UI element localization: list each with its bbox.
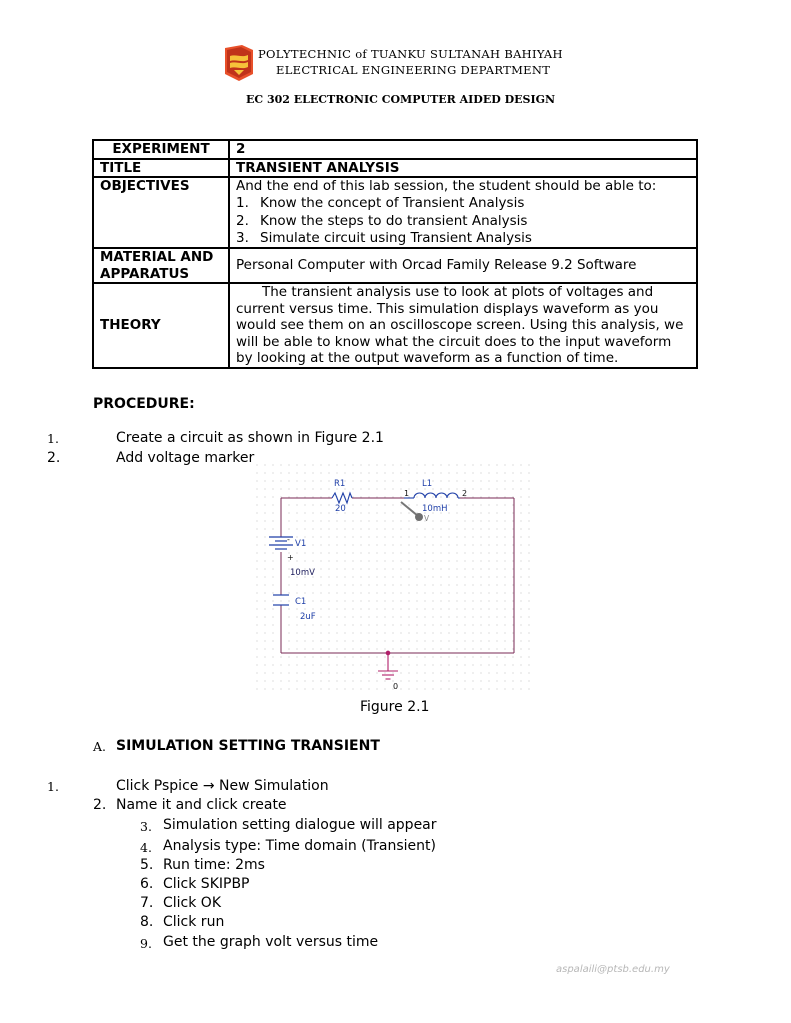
substep-number: 3. <box>140 819 152 834</box>
substep-number: 4. <box>140 840 152 855</box>
objectives-cell <box>229 177 697 248</box>
objectives-intro: And the end of this lab session, the student should be able to: <box>236 178 657 194</box>
procedure-heading: PROCEDURE: <box>93 396 195 412</box>
experiment-label: EXPERIMENT <box>93 140 229 159</box>
step-number: 1. <box>47 779 59 794</box>
table-row <box>93 140 697 159</box>
c1-label: C1 <box>295 597 307 607</box>
substep-number: 7. <box>140 895 154 911</box>
pin1-label: 1 <box>404 489 410 498</box>
section-heading: SIMULATION SETTING TRANSIENT <box>116 738 380 754</box>
course-title: EC 302 ELECTRONIC COMPUTER AIDED DESIGN <box>246 93 556 106</box>
v1-value: 10mV <box>290 568 315 578</box>
institution-name: POLYTECHNIC of TUANKU SULTANAH BAHIYAH <box>258 47 563 61</box>
step-number: 1. <box>47 431 59 446</box>
author-email: aspalaili@ptsb.edu.my <box>556 964 670 975</box>
substep-number: 5. <box>140 857 154 873</box>
circuit-schematic <box>256 464 530 696</box>
step-number: 2. <box>47 450 61 466</box>
step-text: Click Pspice → New Simulation <box>116 778 329 794</box>
polytechnic-logo <box>222 44 256 82</box>
v1-label: V1 <box>295 539 307 549</box>
list-item: 1. Know the concept of Transient Analysis <box>236 195 525 212</box>
substep-number: 8. <box>140 914 154 930</box>
title-value: TRANSIENT ANALYSIS <box>229 159 697 178</box>
substep-text: Simulation setting dialogue will appear <box>163 817 437 833</box>
table-row <box>93 177 697 248</box>
step-text: Create a circuit as shown in Figure 2.1 <box>116 430 384 446</box>
title-label: TITLE <box>93 159 229 178</box>
substep-number: 6. <box>140 876 154 892</box>
table-row <box>93 159 697 178</box>
substep-text: Analysis type: Time domain (Transient) <box>163 838 436 854</box>
l1-value: 10mH <box>422 504 448 514</box>
step-text: Name it and click create <box>116 797 287 813</box>
table-row <box>93 283 697 368</box>
list-item: 2. Know the steps to do transient Analysis <box>236 212 528 229</box>
material-value: Personal Computer with Orcad Family Release 9.2 Software <box>229 248 697 283</box>
r1-value: 20 <box>335 504 346 514</box>
l1-label: L1 <box>422 479 433 489</box>
theory-value: The transient analysis use to look at plots of voltages and current versus time. This simulation displays waveform as you would see them on an oscilloscope screen. Using this analysis, we will be able to know what the circuit does to the input waveform by looking at the output waveform as a function of time. <box>236 284 684 367</box>
theory-label: THEORY <box>93 283 229 368</box>
substep-number: 9. <box>140 936 152 951</box>
v1-minus-sign: - <box>287 535 290 544</box>
table-row <box>93 248 697 283</box>
substep-text: Click run <box>163 914 225 930</box>
figure-caption: Figure 2.1 <box>360 699 430 715</box>
substep-text: Click OK <box>163 895 222 911</box>
step-text: Add voltage marker <box>116 450 255 466</box>
material-label: MATERIAL AND APPARATUS <box>93 248 229 283</box>
step-number: 2. <box>93 797 107 813</box>
substep-text: Get the graph volt versus time <box>163 934 379 950</box>
r1-label: R1 <box>334 479 346 489</box>
objectives-label: OBJECTIVES <box>93 177 229 248</box>
v1-plus-sign: + <box>287 553 294 562</box>
ground-label: 0 <box>393 682 399 691</box>
experiment-value: 2 <box>229 140 697 159</box>
department-name: ELECTRICAL ENGINEERING DEPARTMENT <box>276 63 551 77</box>
theory-cell <box>229 283 697 368</box>
list-item: 3. Simulate circuit using Transient Analysis <box>236 229 532 246</box>
section-letter: A. <box>93 739 107 754</box>
substep-text: Click SKIPBP <box>163 876 250 892</box>
substep-text: Run time: 2ms <box>163 857 265 873</box>
experiment-info-table <box>92 139 698 369</box>
pin2-label: 2 <box>462 489 468 498</box>
grid-background <box>256 464 530 696</box>
c1-value: 2uF <box>300 612 316 622</box>
marker-label: V <box>424 514 430 523</box>
